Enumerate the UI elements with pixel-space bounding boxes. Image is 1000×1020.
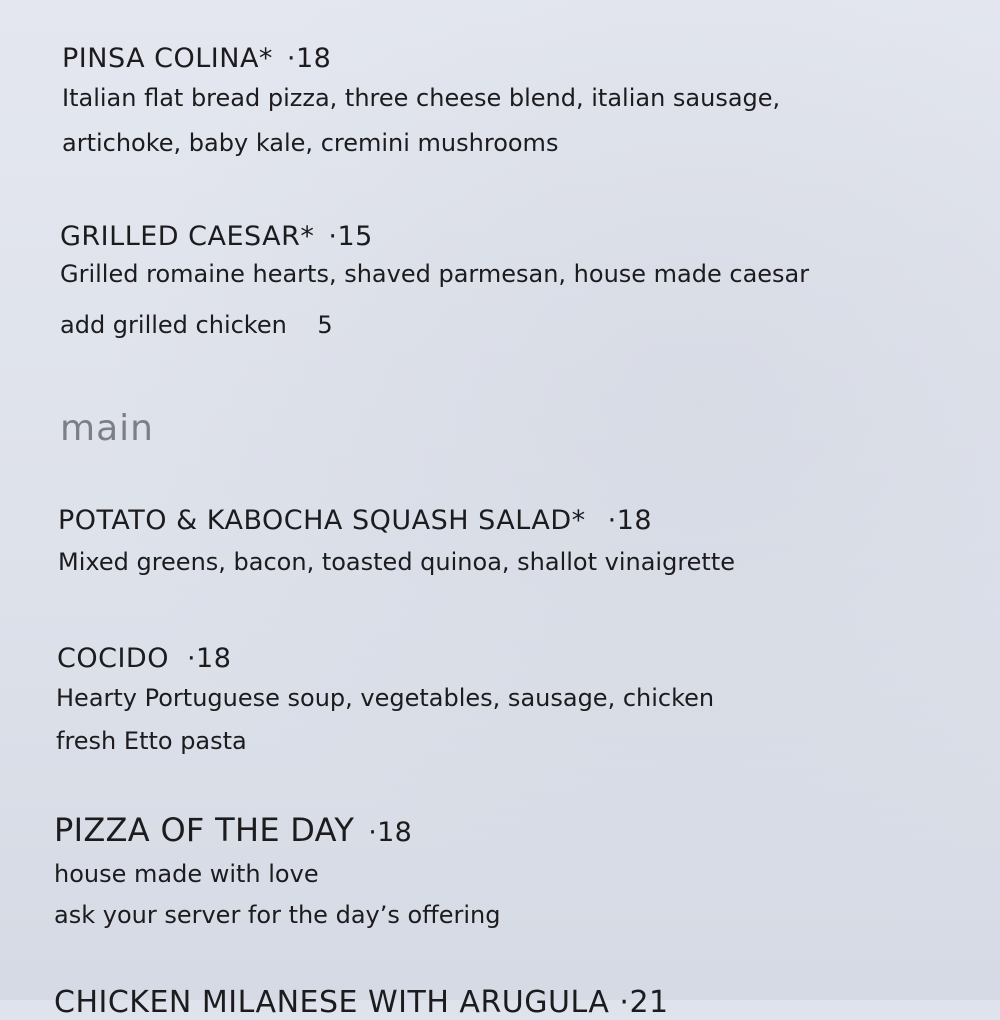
item-name: GRILLED CAESAR* — [60, 221, 315, 252]
menu-item-potato-kabocha-salad — [58, 507, 652, 534]
item-title — [54, 811, 413, 849]
item-description-line: add grilled chicken 5 — [60, 311, 333, 339]
item-description-line: house made with love — [54, 860, 319, 888]
item-description-line: Grilled romaine hearts, shaved parmesan, house made caesar — [60, 260, 810, 288]
item-name: PINSA COLINA* — [62, 43, 273, 74]
item-description-line: ask your server for the day’s offering — [54, 901, 501, 929]
item-description-line: Hearty Portuguese soup, vegetables, sausage, chicken — [56, 684, 715, 712]
menu-item-pinsa-colina — [62, 45, 331, 72]
item-title — [60, 223, 373, 250]
item-price: ·18 — [607, 505, 653, 536]
item-name: PIZZA OF THE DAY — [54, 811, 355, 849]
menu-item-pizza-of-the-day — [54, 811, 413, 849]
cut-off-menu-item: CHICKEN MILANESE WITH ARUGULA ·21 — [54, 985, 669, 1020]
menu-item-grilled-caesar — [60, 223, 373, 250]
menu-item-cocido — [57, 645, 231, 672]
item-description-line: Mixed greens, bacon, toasted quinoa, shallot vinaigrette — [58, 548, 736, 576]
item-title — [58, 507, 652, 534]
item-price: ·18 — [286, 43, 332, 74]
item-name: COCIDO — [57, 643, 169, 674]
section-heading: main — [60, 408, 154, 449]
item-description-line: artichoke, baby kale, cremini mushrooms — [62, 129, 559, 157]
item-description-line: Italian flat bread pizza, three cheese blend, italian sausage, — [62, 84, 781, 112]
item-price: ·15 — [328, 221, 373, 252]
item-price: ·18 — [368, 817, 413, 848]
item-description-line: fresh Etto pasta — [56, 727, 247, 755]
item-title — [57, 645, 231, 672]
item-price: ·18 — [186, 643, 232, 674]
item-name: POTATO & KABOCHA SQUASH SALAD* — [58, 505, 586, 536]
item-title — [62, 45, 331, 72]
